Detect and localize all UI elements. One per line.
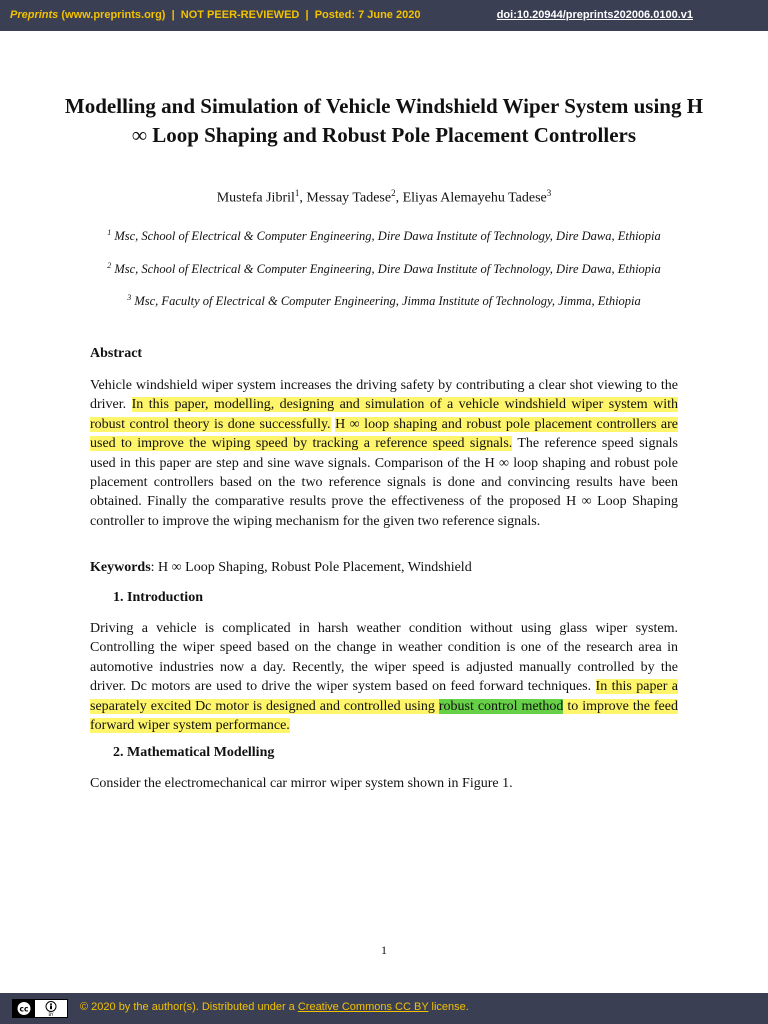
- intro-text: Driving a vehicle is complicated in harsh weather condition without using glass wiper system. Controlling the wiper speed based on the change in weather condition is one of the research area in automotive industries now a day. Recently, the wiper speed is adjusted manually controlled by the driver. Dc motors are used to drive the wiper system based on feed forward techniques.: [90, 621, 678, 695]
- preprints-site-link[interactable]: (www.preprints.org): [61, 9, 166, 21]
- posted-date: Posted: 7 June 2020: [314, 9, 421, 21]
- author-mark: 3: [546, 188, 552, 198]
- preprint-header-bar: [0, 0, 768, 31]
- highlighted-text-green: robust control method: [438, 698, 564, 714]
- affiliation-mark: 1: [107, 228, 112, 237]
- section-heading-mathematical-modelling: 2. Mathematical Modelling: [113, 745, 275, 760]
- doi-link[interactable]: doi:10.20944/preprints202006.0100.v1: [496, 9, 693, 21]
- affiliation: [90, 258, 678, 277]
- abstract-text: Vehicle windshield wiper system increases the driving safety by contributing a clear shot viewing to the driver.: [90, 378, 678, 413]
- license-prefix: © 2020 by the author(s). Distributed under a: [80, 1001, 298, 1013]
- author-name: Mustefa Jibril: [216, 190, 295, 206]
- affiliation-text: Msc, School of Electrical & Computer Engineering, Dire Dawa Institute of Technology, Dire Dawa, Ethiopia: [114, 262, 661, 277]
- paper-title: Modelling and Simulation of Vehicle Windshield Wiper System using H ∞ Loop Shaping and Robust Pole Placement Controllers: [64, 94, 704, 147]
- review-status: NOT PEER-REVIEWED: [180, 9, 300, 21]
- preprints-brand: Preprints: [10, 9, 59, 21]
- highlighted-text: In this paper a separately excited Dc motor is designed and controlled using: [90, 679, 678, 714]
- highlighted-text: H ∞ loop shaping and robust pole placement controllers are used to improve the wiping speed by tracking a reference speed signals.: [90, 416, 678, 452]
- keywords-text: : H ∞ Loop Shaping, Robust Pole Placement, Windshield: [150, 560, 472, 575]
- abstract-paragraph: [90, 376, 678, 531]
- license-notice: [80, 1001, 469, 1013]
- license-footer-bar: [0, 993, 768, 1024]
- affiliation-text: Msc, Faculty of Electrical & Computer Engineering, Jimma Institute of Technology, Jimma, Ethiopia: [134, 294, 641, 309]
- affiliation: [90, 225, 678, 244]
- section2-paragraph: Consider the electromechanical car mirror wiper system shown in Figure 1.: [90, 776, 513, 791]
- author-list: [60, 188, 708, 207]
- cc-by-badge-label: BY: [48, 1012, 54, 1017]
- header-separator: |: [171, 9, 175, 21]
- author-mark: 2: [391, 188, 396, 198]
- affiliation: [80, 290, 688, 309]
- affiliation-mark: 2: [107, 261, 112, 270]
- abstract-text: The reference speed signals used in this paper are step and sine wave signals. Comparison of the H ∞ loop shaping and robust pole placement controllers based on the two reference signals is done and convincing results have been obtained. Finally the comparative results prove the effectiveness of the proposed H ∞ Loop Shaping controller to improve the wiping mechanism for the given two reference signals.: [90, 436, 678, 529]
- keywords: [90, 560, 678, 576]
- introduction-paragraph: [90, 619, 678, 735]
- author-name: Messay Tadese: [306, 190, 392, 206]
- header-info: [10, 9, 420, 21]
- author-separator: ,: [395, 190, 403, 206]
- page-number: 1: [381, 943, 387, 957]
- svg-text:cc: cc: [19, 1004, 29, 1014]
- cc-by-link[interactable]: Creative Commons CC BY: [297, 1001, 429, 1013]
- affiliation-text: Msc, School of Electrical & Computer Engineering, Dire Dawa Institute of Technology, Dire Dawa, Ethiopia: [114, 229, 661, 244]
- license-suffix: license.: [428, 1001, 469, 1013]
- cc-by-badge-icon[interactable]: [12, 999, 68, 1018]
- highlighted-text: to improve the feed forward wiper system performance.: [90, 698, 678, 734]
- affiliation-mark: 3: [127, 293, 132, 302]
- highlighted-text: In this paper, modelling, designing and simulation of a vehicle windshield wiper system with robust control theory is done successfully.: [90, 397, 678, 432]
- author-separator: ,: [299, 190, 307, 206]
- keywords-label: Keywords: [90, 560, 151, 575]
- section-heading-introduction: 1. Introduction: [113, 590, 203, 605]
- author-mark: 1: [294, 188, 300, 198]
- author-name: Eliyas Alemayehu Tadese: [402, 190, 547, 206]
- header-separator: |: [305, 9, 309, 21]
- abstract-heading: Abstract: [90, 346, 143, 361]
